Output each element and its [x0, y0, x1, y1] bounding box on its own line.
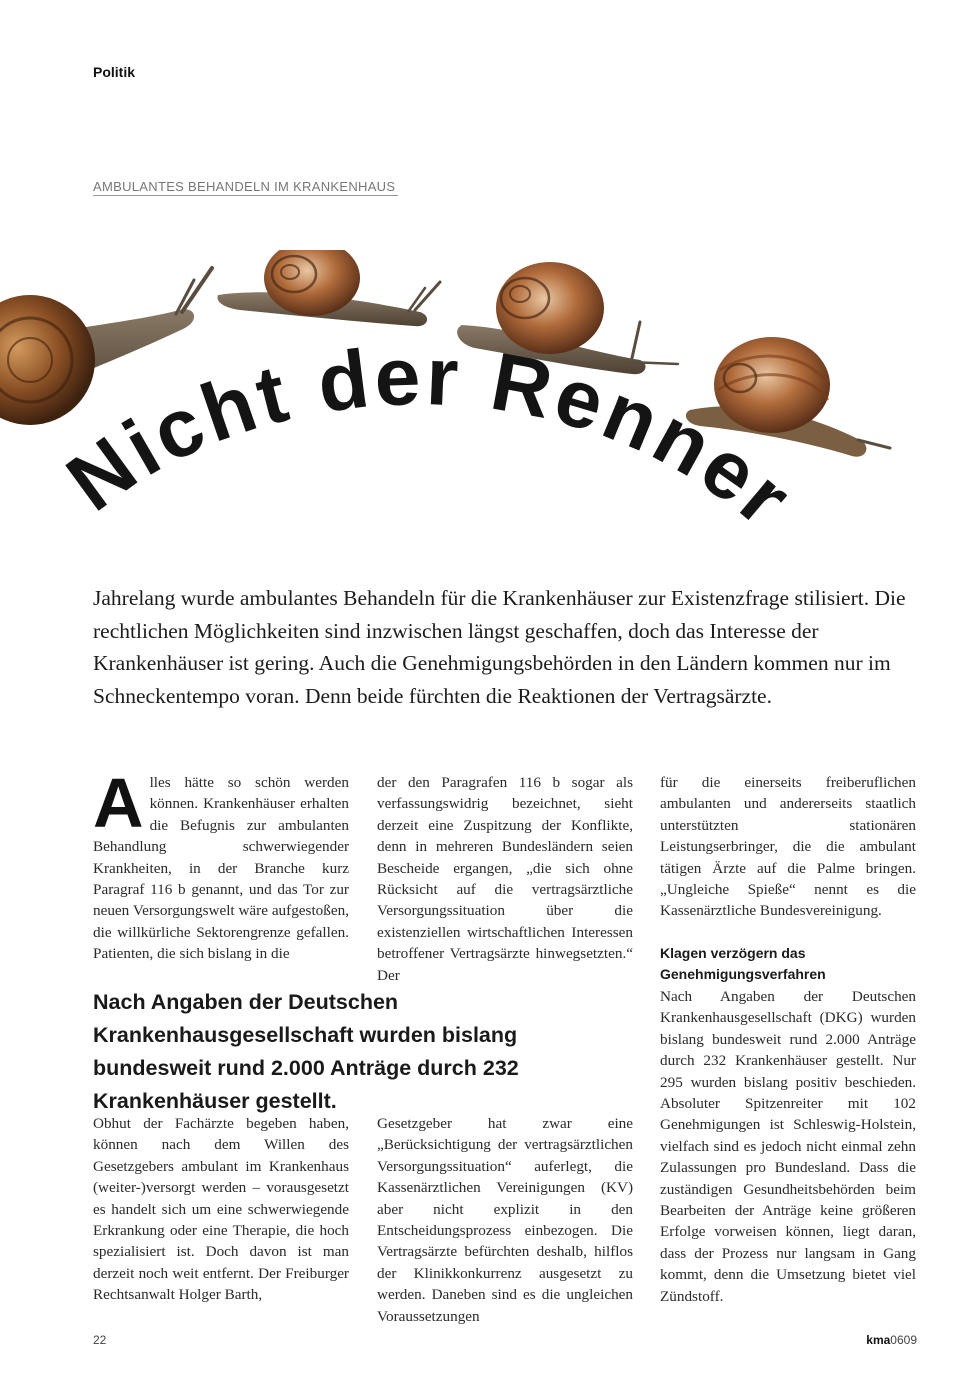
magazine-name: kma — [866, 1333, 891, 1347]
drop-cap: A — [93, 764, 144, 842]
lead-paragraph: Jahrelang wurde ambulantes Behandeln für die Krankenhäuser zur Existenzfrage stilisiert. Die rechtlichen Möglichkeiten sind inzwischen längst geschaffen, doch das Interesse der Krankenhäuser ist gering. Auch die Genehmigungsbehörden in den Ländern kommen nur im Schneckentempo voran. Denn beide fürchten die Reaktionen der Vertragsärzte. — [93, 586, 906, 708]
section-label: Politik — [93, 64, 136, 80]
snail-2 — [217, 250, 440, 326]
body-column-1-top — [93, 764, 349, 965]
magazine-footer — [866, 1333, 917, 1347]
headline-graphic — [0, 330, 975, 560]
body-column-3-bottom: Nach Angaben der Deutschen Krankenhausgesellschaft (DKG) wurden bislang bundesweit rund 2.000 Anträge durch 232 Krankenhäuser gestellt. Nur 295 wurden bislang positiv beschieden. Absoluter Spitzenreiter mit 102 Genehmigungen ist Schleswig-Holstein, vielfach sind es jedoch nicht einmal zehn Zulassungen pro Bundesland. Dass die zuständigen Gesundheitsbehörden beim Bearbeiten der Anträge keine größeren Erfolge vorweisen können, liegt daran, dass der Prozess nur langsam in Gang kommt, denn die Umsetzung bietet viel Zündstoff. — [660, 988, 916, 1305]
kicker: AMBULANTES BEHANDELN IM KRANKENHAUS — [93, 179, 398, 196]
body-column-3-top: für die einerseits freiberuflichen ambulanten und andererseits staatlich unterstützten stationären Leistungserbringer, die die ambulant tätigen Ärzte auf die Palme bringen. „Ungleiche Spieße“ nennt es die Kassenärztliche Bundesvereinigung. — [660, 774, 916, 920]
pull-quote: Nach Angaben der Deutschen Krankenhausgesellschaft wurden bislang bundesweit rund 2.000 Anträge durch 232 Krankenhäuser gestellt. — [93, 990, 519, 1113]
body-column-2-bottom: Gesetzgeber hat zwar eine „Berücksichtigung der vertragsärztlichen Versorgungssituation“ auferlegt, die Kassenärztlichen Vereinigungen (KV) aber nicht explizit in den Entscheidungsprozess einbezogen. Die Vertragsärzte befürchten deshalb, hilflos der Klinikkonkurrenz ausgesetzt zu werden. Daneben sind es die ungleichen Voraussetzungen — [377, 1115, 633, 1325]
page-number: 22 — [93, 1333, 107, 1347]
body-column-1-bottom: Obhut der Fachärzte begeben haben, können nach dem Willen des Gesetzgebers ambulant im Krankenhaus (weiter-)versorgt werden – vorausgesetzt es handelt sich um eine schwerwiegende Erkrankung oder eine Therapie, die hoch spezialisiert ist. Doch davon ist man derzeit noch weit entfernt. Der Freiburger Rechtsanwalt Holger Barth, — [93, 1115, 349, 1304]
subheading: Klagen verzögern das Genehmigungsverfahren — [660, 945, 826, 982]
issue-number: 0609 — [890, 1333, 917, 1347]
body-text: lles hätte so schön werden können. Krankenhäuser erhalten die Befugnis zur ambulanten Behandlung schwerwiegender Krankheiten, in der Branche kurz Paragraf 116 b genannt, und das Tor zur neuen Versorgungswelt wäre aufgestoßen, die willkürliche Sektorengrenze gefallen. Patienten, die sich bislang in die — [93, 774, 349, 963]
body-column-2-top: der den Paragrafen 116 b sogar als verfassungswidrig bezeichnet, sieht derzeit eine Zuspitzung der Konflikte, denn in mehreren Bundesländern seien Bescheide ergangen, „die sich ohne Rücksicht auf die vertragsärztliche Versorgungssituation über die existenziellen wirtschaftlichen Interessen betroffener Vertragsärzte hinwegsetzten.“ Der — [377, 774, 633, 984]
headline: Nicht der Renner — [51, 330, 811, 546]
